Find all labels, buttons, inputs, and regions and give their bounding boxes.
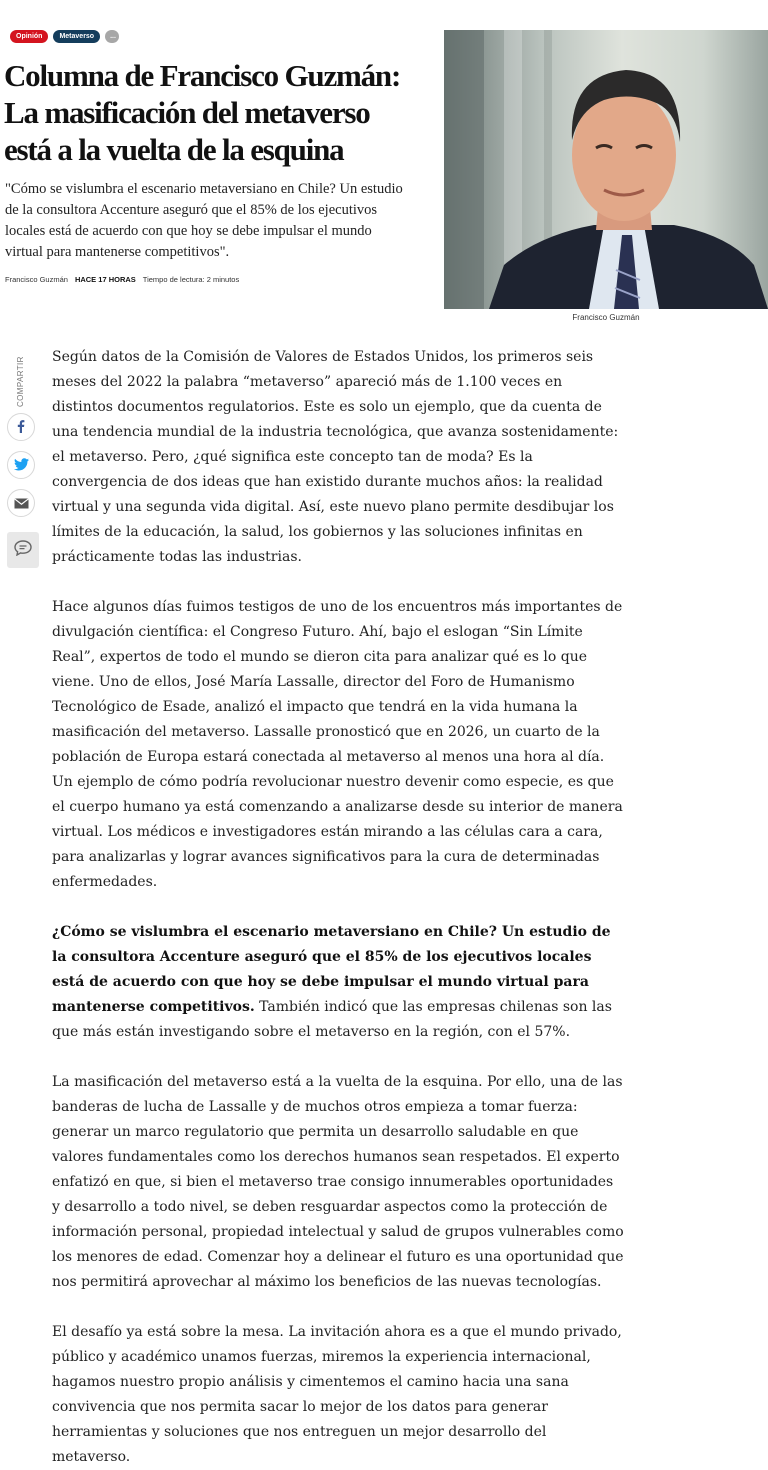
facebook-icon	[14, 418, 28, 437]
article-headline: Columna de Francisco Guzmán: La masificación del metaverso está a la vuelta de la esquina	[4, 58, 401, 167]
article-paragraph: Según datos de la Comisión de Valores de Estados Unidos, los primeros seis meses del 2022 la palabra “metaverso” apareció más de 1.100 veces en distintos documentos regulatorios. Este es solo un ejemplo, que da cuenta de una tendencia mundial de la industria tecnológica, que avanza sostenidamente: el metaverso. Pero, ¿qué significa este concepto tan de moda? Es la convergencia de dos ideas que han existido durante muchos años: la realidad virtual y una segunda vida digital. Así, este nuevo plano permite desdibujar los límites de la educación, la salud, los gobiernos y las soluciones infinitas en prácticamente todas las industrias.	[52, 349, 619, 565]
portrait-illustration	[444, 30, 768, 309]
tag-opinion[interactable]: Opinión	[10, 30, 48, 43]
tag-list	[10, 30, 119, 43]
article-paragraph: Hace algunos días fuimos testigos de uno de los encuentros más importantes de divulgación científica: el Congreso Futuro. Ahí, bajo el eslogan “Sin Límite Real”, expertos de todo el mundo se dieron cita para analizar qué es lo que viene. Uno de ellos, José María Lassalle, director del Foro de Humanismo Tecnológico de Esade, analizó el impacto que tendrá en la vida humana la masificación del metaverso. Lassalle pronosticó que en 2026, un cuarto de la población de Europa estará conectada al metaverso al menos una hora al día. Un ejemplo de cómo podría revolucionar nuestro devenir como especie, es que el cuerpo humano ya está comenzando a analizarse desde su interior de manera virtual. Los médicos e investigadores están mirando a las células cara a cara, para analizarlas y lograr avances significativos para la cura de determinadas enfermedades.	[52, 599, 623, 890]
tag-metaverso[interactable]: Metaverso	[53, 30, 100, 43]
share-facebook-button[interactable]	[7, 413, 35, 441]
highlight-text: ¿Cómo se vislumbra el escenario metaversiano en Chile? Un estudio de la consultora Accenture aseguró que el 85% de los ejecutivos locales está de acuerdo con que hoy se debe impulsar el mundo virtual para mantenerse competitivos.	[52, 924, 611, 1015]
comments-button[interactable]	[7, 532, 39, 568]
twitter-icon	[14, 456, 29, 475]
article-paragraph-highlight	[52, 920, 624, 1045]
published-time: HACE 17 HORAS	[74, 275, 136, 284]
article-body	[52, 345, 624, 1470]
author-photo	[444, 30, 768, 309]
author-name[interactable]: Francisco Guzmán	[5, 275, 68, 284]
article-meta	[5, 275, 239, 284]
share-label: COMPARTIR	[16, 356, 25, 407]
article-paragraph: El desafío ya está sobre la mesa. La invitación ahora es a que el mundo privado, público y académico unamos fuerzas, miremos la experiencia internacional, hagamos nuestro propio análisis y cimentemos el camino hacia una sana convivencia que nos permita sacar lo mejor de los datos para generar herramientas y soluciones que nos entreguen un mejor desarrollo del metaverso.	[52, 1324, 622, 1465]
reading-time: Tiempo de lectura: 2 minutos	[142, 275, 240, 284]
article-subtitle: "Cómo se vislumbra el escenario metaversiano en Chile? Un estudio de la consultora Accenture aseguró que el 85% de los ejecutivos locales está de acuerdo con que hoy se debe impulsar el mundo virtual para mantenerse competitivos".	[5, 181, 403, 260]
article-paragraph: La masificación del metaverso está a la vuelta de la esquina. Por ello, una de las banderas de lucha de Lassalle y de muchos otros empieza a tomar fuerza: generar un marco regulatorio que permita un desarrollo saludable en que valores fundamentales como los derechos humanos sean respetados. El experto enfatizó en que, si bien el metaverso trae consigo innumerables oportunidades y desarrollo a todo nivel, se deben resguardar aspectos como la protección de información personal, propiedad intelectual y salud de grupos vulnerables como los menores de edad. Comenzar hoy a delinear el futuro es una oportunidad que nos permitirá aprovechar al máximo los beneficios de las nuevas tecnologías.	[52, 1074, 624, 1290]
share-twitter-button[interactable]	[7, 451, 35, 479]
comment-icon	[14, 540, 32, 560]
highlight-continuation: También indicó que las empresas chilenas son las que más están investigando sobre el metaverso en la región, con el 57%.	[52, 999, 612, 1040]
tag-more-button[interactable]: ...	[105, 30, 119, 43]
share-email-button[interactable]	[7, 489, 35, 517]
photo-caption: Francisco Guzmán	[572, 313, 640, 322]
email-icon	[14, 494, 29, 513]
